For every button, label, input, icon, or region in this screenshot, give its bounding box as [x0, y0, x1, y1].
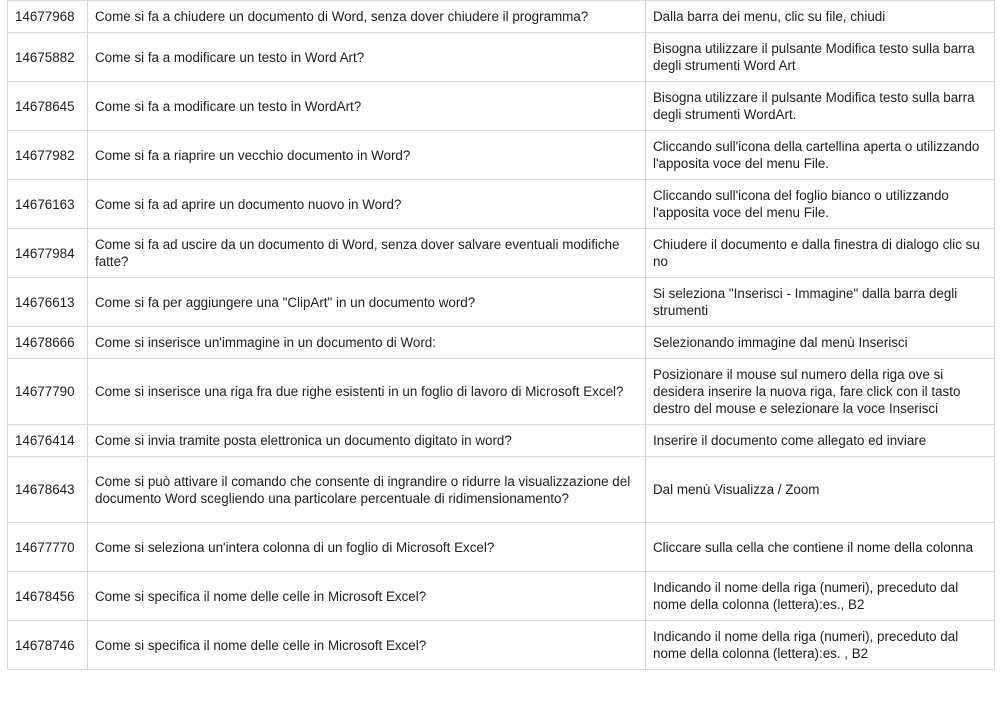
row-question-cell: Come si specifica il nome delle celle in Microsoft Excel?: [88, 621, 646, 670]
qa-table-body: [8, 1, 995, 670]
row-question-cell: Come si invia tramite posta elettronica un documento digitato in word?: [88, 425, 646, 457]
row-id-cell: 14677790: [8, 359, 88, 425]
row-question-cell: Come si fa ad aprire un documento nuovo in Word?: [88, 180, 646, 229]
row-question-cell: Come si seleziona un'intera colonna di un foglio di Microsoft Excel?: [88, 523, 646, 572]
row-answer-cell: Cliccando sull'icona della cartellina aperta o utilizzando l'apposita voce del menu File.: [646, 131, 995, 180]
row-answer-cell: Cliccare sulla cella che contiene il nome della colonna: [646, 523, 995, 572]
table-row: [8, 457, 995, 523]
row-id-cell: 14678456: [8, 572, 88, 621]
table-row: [8, 425, 995, 457]
row-question-cell: Come si fa per aggiungere una "ClipArt" in un documento word?: [88, 278, 646, 327]
row-id-cell: 14677770: [8, 523, 88, 572]
row-answer-cell: Dal menù Visualizza / Zoom: [646, 457, 995, 523]
row-question-cell: Come si inserisce un'immagine in un documento di Word:: [88, 327, 646, 359]
row-id-cell: 14677982: [8, 131, 88, 180]
row-id-cell: 14678746: [8, 621, 88, 670]
row-id-cell: 14678645: [8, 82, 88, 131]
row-id-cell: 14677968: [8, 1, 88, 33]
table-row: [8, 523, 995, 572]
row-id-cell: 14675882: [8, 33, 88, 82]
row-answer-cell: Dalla barra dei menu, clic su file, chiudi: [646, 1, 995, 33]
row-answer-cell: Bisogna utilizzare il pulsante Modifica testo sulla barra degli strumenti WordArt.: [646, 82, 995, 131]
table-row: [8, 180, 995, 229]
row-answer-cell: Indicando il nome della riga (numeri), preceduto dal nome della colonna (lettera):es., B2: [646, 572, 995, 621]
row-answer-cell: Chiudere il documento e dalla finestra di dialogo clic su no: [646, 229, 995, 278]
row-id-cell: 14677984: [8, 229, 88, 278]
table-row: [8, 131, 995, 180]
row-answer-cell: Selezionando immagine dal menù Inserisci: [646, 327, 995, 359]
row-id-cell: 14678643: [8, 457, 88, 523]
table-row: [8, 33, 995, 82]
row-answer-cell: Cliccando sull'icona del foglio bianco o utilizzando l'apposita voce del menu File.: [646, 180, 995, 229]
row-id-cell: 14676414: [8, 425, 88, 457]
qa-table: [7, 0, 995, 670]
row-question-cell: Come si fa a modificare un testo in Word Art?: [88, 33, 646, 82]
table-row: [8, 229, 995, 278]
row-answer-cell: Indicando il nome della riga (numeri), preceduto dal nome della colonna (lettera):es. , B2: [646, 621, 995, 670]
table-row: [8, 278, 995, 327]
row-id-cell: 14678666: [8, 327, 88, 359]
row-question-cell: Come si fa a chiudere un documento di Word, senza dover chiudere il programma?: [88, 1, 646, 33]
row-question-cell: Come si inserisce una riga fra due righe esistenti in un foglio di lavoro di Microsoft Excel?: [88, 359, 646, 425]
table-row: [8, 572, 995, 621]
row-question-cell: Come si fa ad uscire da un documento di Word, senza dover salvare eventuali modifiche fatte?: [88, 229, 646, 278]
row-answer-cell: Bisogna utilizzare il pulsante Modifica testo sulla barra degli strumenti Word Art: [646, 33, 995, 82]
table-row: [8, 359, 995, 425]
row-answer-cell: Posizionare il mouse sul numero della riga ove si desidera inserire la nuova riga, fare click con il tasto destro del mouse e selezionare la voce Inserisci: [646, 359, 995, 425]
row-answer-cell: Si seleziona "Inserisci - Immagine" dalla barra degli strumenti: [646, 278, 995, 327]
table-row: [8, 1, 995, 33]
row-answer-cell: Inserire il documento come allegato ed inviare: [646, 425, 995, 457]
table-row: [8, 621, 995, 670]
row-question-cell: Come si specifica il nome delle celle in Microsoft Excel?: [88, 572, 646, 621]
row-question-cell: Come si fa a riaprire un vecchio documento in Word?: [88, 131, 646, 180]
row-question-cell: Come si può attivare il comando che consente di ingrandire o ridurre la visualizzazione del documento Word scegliendo una particolare percentuale di ridimensionamento?: [88, 457, 646, 523]
table-row: [8, 82, 995, 131]
row-id-cell: 14676613: [8, 278, 88, 327]
table-row: [8, 327, 995, 359]
row-question-cell: Come si fa a modificare un testo in WordArt?: [88, 82, 646, 131]
row-id-cell: 14676163: [8, 180, 88, 229]
